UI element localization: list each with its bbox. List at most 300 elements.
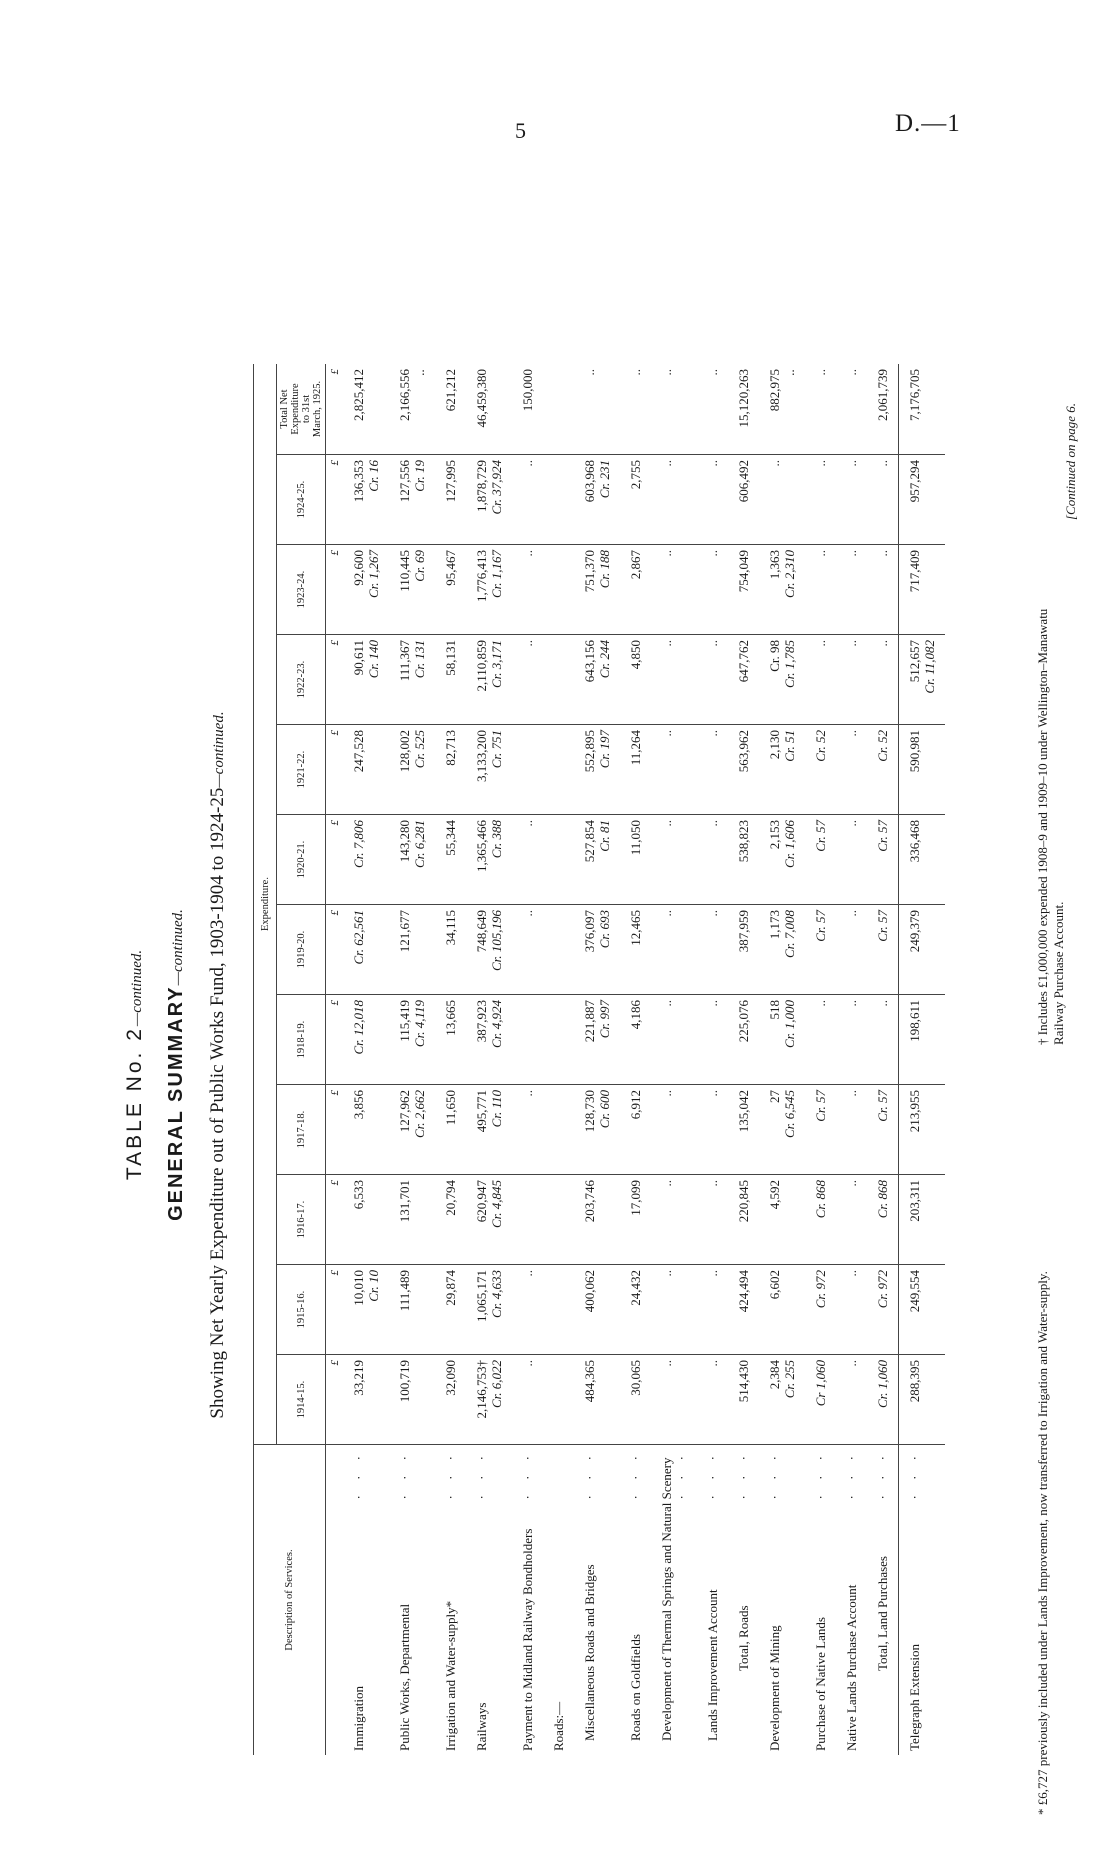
year-cell: [620, 1355, 651, 1445]
year-cell: [697, 545, 728, 635]
cell-credit: Cr. 6,022: [489, 1360, 504, 1409]
cell-value: ..: [659, 550, 674, 557]
cell-credit: Cr. 868: [875, 1180, 890, 1219]
cell-value: 514,430: [736, 1360, 751, 1403]
cell-value: 3,133,200: [474, 730, 489, 782]
cell-value: ..: [520, 1360, 535, 1367]
year-cell: [899, 455, 946, 545]
cell-value: 1,173: [767, 910, 782, 940]
year-cell: [543, 1355, 574, 1445]
cell-value: 203,746: [582, 1180, 597, 1223]
year-cell: [836, 725, 867, 815]
year-cell: [697, 905, 728, 995]
service-description: [343, 1445, 389, 1756]
year-cell: [389, 1265, 435, 1355]
year-header: 1924-25.: [277, 455, 326, 545]
year-cell: [343, 1265, 389, 1355]
year-cell: [651, 815, 697, 905]
total-cell: [697, 364, 728, 455]
cell-credit: Cr. 4,119: [412, 1000, 427, 1048]
year-cell: [343, 1175, 389, 1265]
cell-value: ..: [844, 820, 859, 827]
cell-value: 2,061,739: [875, 369, 890, 421]
service-description: [867, 1445, 899, 1756]
cell-value: 10,010: [351, 1270, 366, 1306]
table-row: [697, 364, 728, 1755]
leader-dots: · · ·: [736, 1450, 751, 1500]
year-cell: [697, 635, 728, 725]
cell-credit: Cr. 197: [597, 730, 612, 769]
cell-value: ..: [844, 730, 859, 737]
cell-value: 213,955: [907, 1090, 922, 1133]
currency-symbol: £: [326, 1265, 344, 1355]
cell-value: 606,492: [736, 460, 751, 503]
cell-credit: Cr. 1,267: [366, 550, 381, 599]
cell-value: ..: [705, 640, 720, 647]
service-description: [651, 1445, 697, 1756]
year-cell: [867, 905, 899, 995]
year-cell: [435, 995, 466, 1085]
cell-value: ..: [705, 1180, 720, 1187]
cell-value: 58,131: [443, 640, 458, 676]
summary-title: GENERAL SUMMARY: [165, 985, 187, 1221]
expenditure-header: Expenditure.: [254, 364, 277, 1445]
leader-dots: · · ·: [397, 1450, 412, 1500]
year-cell: [759, 635, 805, 725]
table-number-continued: —continued.: [129, 949, 145, 1027]
year-cell: [574, 995, 620, 1085]
year-cell: [836, 905, 867, 995]
cell-credit: Cr. 972: [875, 1270, 890, 1309]
cell-value: ..: [705, 1000, 720, 1007]
year-cell: [759, 545, 805, 635]
cell-credit: Cr. 37,924: [489, 460, 504, 515]
cell-value: ..: [705, 820, 720, 827]
cell-credit: Cr. 600: [597, 1090, 612, 1129]
cell-value: 220,845: [736, 1180, 751, 1223]
cell-value: 882,975: [767, 369, 782, 412]
cell-value: 12,465: [628, 910, 643, 946]
year-header: 1923-24.: [277, 545, 326, 635]
year-cell: [543, 995, 574, 1085]
year-cell: [574, 635, 620, 725]
cell-value: ..: [705, 369, 720, 376]
service-label: Roads:—: [551, 1701, 566, 1751]
cell-value: 2,153: [767, 820, 782, 850]
cell-value: 33,219: [351, 1360, 366, 1396]
year-cell: [759, 995, 805, 1085]
service-description: [466, 1445, 512, 1756]
cell-credit: ..: [412, 369, 427, 376]
total-cell: [728, 364, 759, 455]
service-label: Immigration: [351, 1686, 366, 1751]
footnote-railways-line2: Railway Purchase Account.: [1051, 901, 1066, 1045]
description-header: Description of Services.: [254, 1445, 326, 1756]
cell-credit: Cr. 3,171: [489, 640, 504, 689]
cell-value: ..: [705, 1270, 720, 1277]
year-cell: [343, 455, 389, 545]
year-cell: [899, 905, 946, 995]
cell-value: 127,962: [397, 1090, 412, 1133]
year-cell: [620, 545, 651, 635]
cell-value: 127,556: [397, 460, 412, 503]
year-cell: [389, 995, 435, 1085]
currency-symbol: £: [326, 635, 344, 725]
year-cell: [389, 1085, 435, 1175]
leader-dots: · · ·: [674, 1450, 689, 1500]
year-cell: [466, 815, 512, 905]
total-cell: [466, 364, 512, 455]
service-label: Railways: [474, 1702, 489, 1751]
year-cell: [805, 1265, 836, 1355]
year-cell: [651, 995, 697, 1085]
leader-dots: · · ·: [705, 1450, 720, 1500]
table-number-heading: [123, 305, 147, 1825]
cell-credit: Cr. 52: [875, 730, 890, 762]
year-cell: [620, 1175, 651, 1265]
total-header-line: March, 1925.: [312, 380, 323, 438]
cell-value: 751,370: [582, 550, 597, 593]
year-cell: [867, 1085, 899, 1175]
year-cell: [759, 1175, 805, 1265]
year-cell: [836, 1175, 867, 1265]
year-header: 1918-19.: [277, 995, 326, 1085]
year-cell: [728, 455, 759, 545]
cell-value: 538,823: [736, 820, 751, 863]
service-description: [620, 1445, 651, 1756]
year-cell: [620, 725, 651, 815]
cell-credit: Cr. 972: [813, 1270, 828, 1309]
cell-value: 2,755: [628, 460, 643, 490]
year-cell: [543, 1175, 574, 1265]
year-cell: [836, 1085, 867, 1175]
year-header: 1919-20.: [277, 905, 326, 995]
year-cell: [759, 725, 805, 815]
service-description: [543, 1445, 574, 1756]
cell-value: ..: [659, 640, 674, 647]
currency-symbol: £: [326, 1085, 344, 1175]
cell-value: ..: [705, 730, 720, 737]
subtitle-continued: —continued.: [211, 711, 227, 788]
cell-credit: Cr. 52: [813, 730, 828, 762]
cell-value: 20,794: [443, 1180, 458, 1216]
year-cell: [435, 455, 466, 545]
year-cell: [759, 1265, 805, 1355]
cell-credit: Cr. 57: [813, 910, 828, 942]
cell-value: ..: [659, 1360, 674, 1367]
currency-symbol: £: [326, 815, 344, 905]
cell-value: 128,730: [582, 1090, 597, 1133]
year-header: 1914-15.: [277, 1355, 326, 1445]
year-cell: [651, 1265, 697, 1355]
cell-value: 1,363: [767, 550, 782, 580]
year-cell: [343, 815, 389, 905]
year-cell: [805, 905, 836, 995]
cell-credit: Cr. 7,008: [782, 910, 797, 959]
year-cell: [512, 725, 543, 815]
continued-note: [Continued on page 6.: [1063, 403, 1078, 520]
year-cell: [574, 815, 620, 905]
cell-value: ..: [844, 1180, 859, 1187]
year-cell: [697, 1175, 728, 1265]
year-cell: [574, 725, 620, 815]
cell-value: 110,445: [397, 550, 412, 592]
cell-value: ..: [844, 550, 859, 557]
year-cell: [435, 1265, 466, 1355]
cell-value: 1,065,171: [474, 1270, 489, 1322]
year-cell: [805, 1085, 836, 1175]
service-description: [899, 1445, 946, 1756]
year-cell: [728, 905, 759, 995]
year-cell: [697, 815, 728, 905]
total-cell: [512, 364, 543, 455]
total-cell: [435, 364, 466, 455]
cell-value: 15,120,263: [736, 369, 751, 428]
total-cell: [343, 364, 389, 455]
cell-value: ..: [520, 640, 535, 647]
cell-value: 621,212: [443, 369, 458, 412]
cell-value: 11,264: [628, 730, 643, 766]
year-cell: [343, 905, 389, 995]
cell-value: 249,379: [907, 910, 922, 953]
year-cell: [389, 815, 435, 905]
cell-value: ..: [844, 910, 859, 917]
cell-credit: Cr. 868: [813, 1180, 828, 1219]
year-header: 1922-23.: [277, 635, 326, 725]
cell-value: 590,981: [907, 730, 922, 773]
service-label: Irrigation and Water-supply*: [443, 1600, 458, 1751]
cell-credit: Cr. 57: [875, 910, 890, 942]
cell-value: 512,657: [907, 640, 922, 683]
year-cell: [543, 455, 574, 545]
year-cell: [899, 1355, 946, 1445]
year-cell: [435, 1085, 466, 1175]
total-cell: [651, 364, 697, 455]
year-cell: [466, 725, 512, 815]
cell-credit: Cr. 1,167: [489, 550, 504, 599]
year-cell: [728, 995, 759, 1085]
service-description: [805, 1445, 836, 1756]
year-cell: [574, 1265, 620, 1355]
currency-symbol: £: [326, 364, 344, 455]
year-cell: [512, 545, 543, 635]
currency-row: [326, 364, 344, 1755]
year-cell: [435, 635, 466, 725]
cell-value: 4,592: [767, 1180, 782, 1210]
cell-value: 90,611: [351, 640, 366, 676]
cell-credit: Cr. 4,924: [489, 1000, 504, 1049]
cell-credit: Cr. 16: [366, 460, 381, 492]
cell-value: ..: [875, 550, 890, 557]
cell-value: 32,090: [443, 1360, 458, 1396]
cell-credit: Cr. 1,785: [782, 640, 797, 689]
year-cell: [466, 455, 512, 545]
currency-symbol: £: [326, 995, 344, 1085]
cell-value: 11,050: [628, 820, 643, 856]
cell-value: 24,432: [628, 1270, 643, 1306]
cell-credit: Cr. 255: [782, 1360, 797, 1399]
cell-credit: Cr. 57: [875, 1090, 890, 1122]
cell-credit: Cr. 69: [412, 550, 427, 582]
cell-value: ..: [875, 1000, 890, 1007]
year-cell: [728, 635, 759, 725]
cell-value: 620,947: [474, 1180, 489, 1223]
cell-value: 495,771: [474, 1090, 489, 1133]
year-cell: [805, 995, 836, 1085]
year-cell: [620, 1085, 651, 1175]
cell-value: ..: [813, 550, 828, 557]
cell-value: 46,459,380: [474, 369, 489, 428]
service-label: Development of Thermal Springs and Natural Scenery: [659, 1457, 674, 1741]
cell-value: 136,353: [351, 460, 366, 503]
cell-credit: Cr. 4,633: [489, 1270, 504, 1319]
page-number: 5: [515, 118, 526, 143]
cell-value: ..: [875, 460, 890, 467]
cell-value: 247,528: [351, 730, 366, 773]
table-number: TABLE No. 2: [123, 1026, 146, 1181]
year-cell: [805, 545, 836, 635]
cell-value: ..: [520, 1090, 535, 1097]
cell-value: 336,468: [907, 820, 922, 863]
table-body: [326, 364, 946, 1755]
year-cell: [466, 1175, 512, 1265]
cell-value: ..: [520, 820, 535, 827]
cell-credit: Cr. 2,310: [782, 550, 797, 599]
currency-symbol: £: [326, 1175, 344, 1265]
cell-value: ..: [844, 1360, 859, 1367]
year-cell: [543, 1265, 574, 1355]
table-row: [466, 364, 512, 1755]
year-cell: [466, 545, 512, 635]
cell-value: 2,825,412: [351, 369, 366, 421]
year-cell: [466, 1085, 512, 1175]
year-cell: [620, 455, 651, 545]
cell-value: ..: [659, 910, 674, 917]
footnote-irrigation: * £6,727 previously included under Lands Improvement, now transferred to Irrigation and Water-supply.: [1035, 1271, 1050, 1815]
year-cell: [759, 1355, 805, 1445]
year-cell: [620, 995, 651, 1085]
year-header: 1917-18.: [277, 1085, 326, 1175]
cell-value: 957,294: [907, 460, 922, 503]
year-cell: [651, 545, 697, 635]
cell-value: 2,110,859: [474, 640, 489, 692]
cell-value: 198,611: [907, 1000, 922, 1042]
year-cell: [728, 545, 759, 635]
cell-value: 115,419: [397, 1000, 412, 1042]
year-cell: [805, 725, 836, 815]
table-row: [651, 364, 697, 1755]
year-cell: [435, 725, 466, 815]
cell-value: 2,867: [628, 550, 643, 580]
cell-value: ..: [659, 1180, 674, 1187]
year-header: 1915-16.: [277, 1265, 326, 1355]
service-description: [512, 1445, 543, 1756]
cell-credit: Cr. 140: [366, 640, 381, 679]
cell-value: 2,166,556: [397, 369, 412, 421]
year-cell: [512, 1355, 543, 1445]
service-label: Roads on Goldfields: [628, 1634, 643, 1741]
cell-value: ..: [659, 820, 674, 827]
cell-value: 150,000: [520, 369, 535, 412]
cell-credit: Cr. 1,060: [875, 1360, 890, 1409]
year-cell: [389, 1355, 435, 1445]
year-cell: [651, 725, 697, 815]
year-cell: [466, 1355, 512, 1445]
cell-value: 82,713: [443, 730, 458, 766]
total-header-line: Expenditure: [290, 383, 301, 435]
year-cell: [389, 725, 435, 815]
year-cell: [512, 1265, 543, 1355]
year-cell: [836, 1355, 867, 1445]
rotated-table-sheet: [105, 305, 1095, 1825]
year-cell: [728, 1265, 759, 1355]
year-cell: [651, 905, 697, 995]
summary-heading: [165, 305, 188, 1825]
year-cell: [867, 545, 899, 635]
year-cell: [867, 455, 899, 545]
cell-value: Cr. 98: [767, 640, 782, 672]
cell-credit: Cr. 7,806: [351, 820, 366, 869]
year-cell: [836, 545, 867, 635]
year-cell: [574, 455, 620, 545]
total-header-line: Total Net: [279, 389, 290, 429]
cell-credit: Cr. 1,000: [782, 1000, 797, 1049]
year-header: 1921-22.: [277, 725, 326, 815]
service-label: Miscellaneous Roads and Bridges: [582, 1564, 597, 1741]
cell-value: ..: [844, 369, 859, 376]
cell-value: 387,923: [474, 1000, 489, 1043]
service-description: [836, 1445, 867, 1756]
table-row: [574, 364, 620, 1755]
year-header: 1920-21.: [277, 815, 326, 905]
year-cell: [867, 725, 899, 815]
cell-value: 603,968: [582, 460, 597, 503]
table-row: [759, 364, 805, 1755]
cell-credit: Cr. 131: [412, 640, 427, 679]
table-row: [867, 364, 899, 1755]
cell-value: 3,856: [351, 1090, 366, 1120]
leader-dots: · · ·: [844, 1450, 859, 1500]
cell-value: 288,395: [907, 1360, 922, 1403]
cell-value: 1,776,413: [474, 550, 489, 602]
subtitle-heading: [207, 305, 229, 1825]
cell-credit: Cr. 12,018: [351, 1000, 366, 1055]
total-cell: [899, 364, 946, 455]
cell-value: 2,146,753†: [474, 1360, 489, 1419]
year-cell: [759, 905, 805, 995]
year-cell: [805, 1355, 836, 1445]
cell-credit: Cr. 231: [597, 460, 612, 499]
cell-credit: Cr. 57: [875, 820, 890, 852]
total-cell: [574, 364, 620, 455]
year-cell: [899, 995, 946, 1085]
year-cell: [574, 1085, 620, 1175]
cell-credit: Cr. 997: [597, 1000, 612, 1039]
year-cell: [435, 905, 466, 995]
year-cell: [512, 1175, 543, 1265]
cell-credit: Cr. 244: [597, 640, 612, 679]
year-cell: [728, 1085, 759, 1175]
year-cell: [512, 635, 543, 725]
document-reference: D.—1: [895, 110, 961, 137]
cell-value: 2,384: [767, 1360, 782, 1390]
year-cell: [867, 1265, 899, 1355]
currency-symbol: £: [326, 455, 344, 545]
year-cell: [574, 1175, 620, 1265]
cell-credit: Cr. 1,606: [782, 820, 797, 869]
year-cell: [620, 1265, 651, 1355]
total-cell: [805, 364, 836, 455]
